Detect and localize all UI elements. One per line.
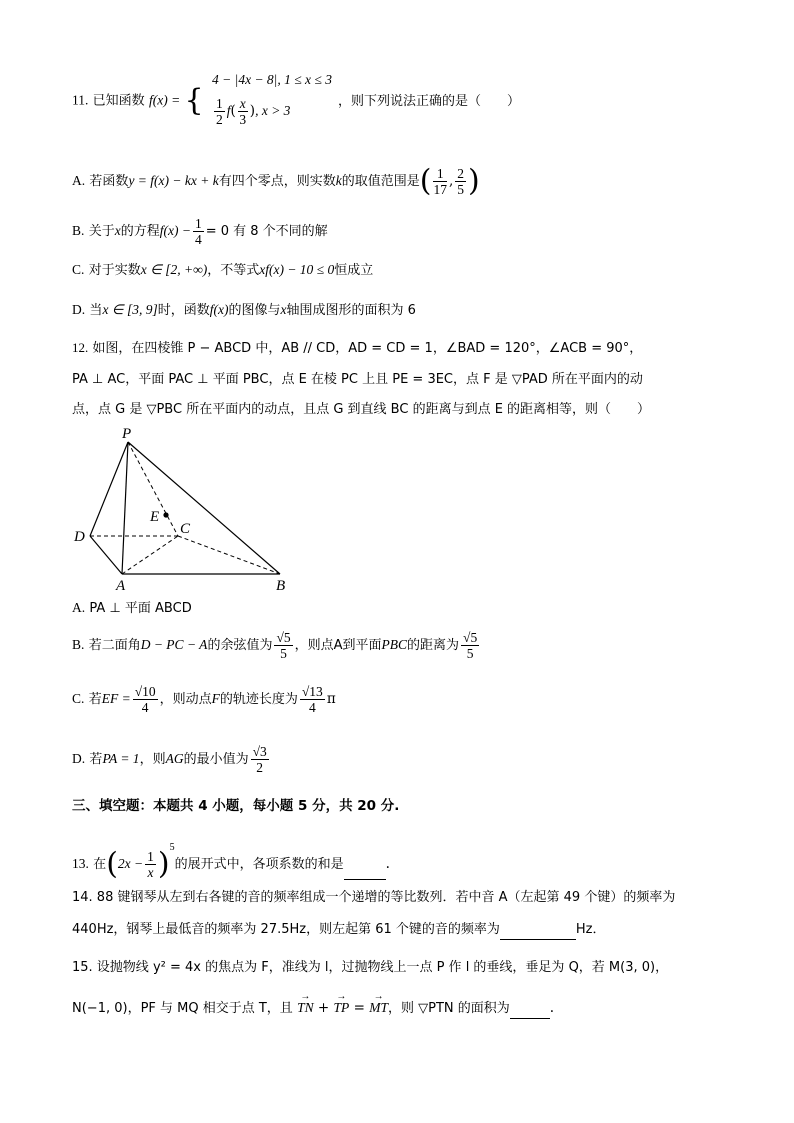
q11-stem-prefix: 已知函数 [92,93,145,109]
q11-option-a: A. 若函数y = f(x) − kx + k有四个零点，则实数k的取值范围是( $\frac{1}{17}$ , $\frac{2}{5}$ ) [72,163,480,199]
edge-AC [122,536,178,574]
label-E: E [150,509,160,525]
q15-line1: 15. 设抛物线 y² = 4x 的焦点为 F，准线为 l，过抛物线上一点 P 作 l 的垂线，垂足为 Q，若 M(3, 0)， [72,960,669,975]
q13: 13. 在(2x − $\frac{1}{x}$ )$^5$的展开式中，各项系数的和是 . [72,842,390,882]
point-E [163,512,168,517]
pyramid-figure [70,420,300,595]
edge-PA [122,442,128,574]
vector-TN: → TN [297,998,314,1018]
q15-line2: N(−1, 0)，PF 与 MQ 相交于点 T，且 → TN + → TP = → MT，则 ▽PTN 的面积为 . [72,998,554,1019]
q14-line2: 440Hz，钢琴上最低音的频率为 27.5Hz，则左起第 61 个键的音的频率为 Hz． [72,920,606,940]
brace-icon: { [184,83,204,118]
q14-line1: 14. 88 键钢琴从左到右各键的音的频率组成一个递增的等比数列．若中音 A（左起第 49 个键）的频率为 [72,890,676,905]
label-A: A [116,578,126,594]
vector-MT: → MT [369,998,388,1018]
q12-line3: 点，点 G 是 ▽PBC 所在平面内的动点，且点 G 到直线 BC 的距离与到点 E 的距离相等，则（ ） [72,402,651,417]
q11-stem-suffix: ，则下列说法正确的是（ ） [338,94,521,109]
label-D: D [74,529,85,545]
q11-piece2: $\frac{1}{2}$ f( $\frac{x}{3}$ ), x > 3 [216,96,291,127]
edge-PB [128,442,280,574]
label-B: B [276,578,286,594]
q13-answer-blank[interactable] [344,865,386,880]
q11-piece2-coef: $\frac{1}{2}$ [216,96,223,127]
section-3-title: 三、填空题：本题共 4 小题，每小题 5 分，共 20 分. [72,798,400,814]
q12-line1: 12. 如图，在四棱锥 P − ABCD 中，AB // CD，AD = CD = 1，∠BAD = 120°，∠ACB = 90°， [72,340,643,356]
vector-TP: → TP [334,998,350,1018]
q11-option-c: C. 对于实数x ∈ [2, +∞)，不等式xf(x) − 10 ≤ 0恒成立 [72,262,374,278]
q11-option-d: D. 当x ∈ [3, 9]时，函数f(x)的图像与x轴围成图形的面积为 6 [72,302,416,318]
q12-option-c: C. 若EF = $\frac{√10}{4}$ ，则动点F的轨迹长度为 $\frac{√13}{4}$ π [72,684,336,715]
label-C: C [180,521,191,537]
q15-answer-blank[interactable] [510,1004,550,1019]
edge-PD [90,442,128,536]
edge-DA [90,536,122,574]
q12-option-d: D. 若PA = 1，则AG的最小值为 $\frac{√3}{2}$ [72,744,267,775]
q11-piece1: 4 − |4x − 8|, 1 ≤ x ≤ 3 [212,72,332,87]
q11-fx: f(x) = [148,92,181,108]
q11-piece2-arg: $\frac{x}{3}$ [239,96,247,127]
label-P: P [122,426,132,442]
q12-option-a: A. PA ⊥ 平面 ABCD [72,600,192,616]
q12-line2: PA ⊥ AC，平面 PAC ⊥ 平面 PBC，点 E 在棱 PC 上且 PE = 3EC，点 F 是 ▽PAD 所在平面内的动 [72,372,643,387]
q11-option-b: B. 关于x的方程f(x) − $\frac{1}{4}$ = 0 有 8 个不同的解 [72,216,328,247]
q12-option-b: B. 若二面角D − PC − A的余弦值为 $\frac{√5}{5}$ ，则点A到平面PBC的距离为 $\frac{√5}{5}$ [72,630,478,661]
q14-answer-blank[interactable] [500,925,576,940]
edge-CB [178,536,280,574]
q11-number: 11. [72,92,89,108]
q11-stem [72,83,204,118]
